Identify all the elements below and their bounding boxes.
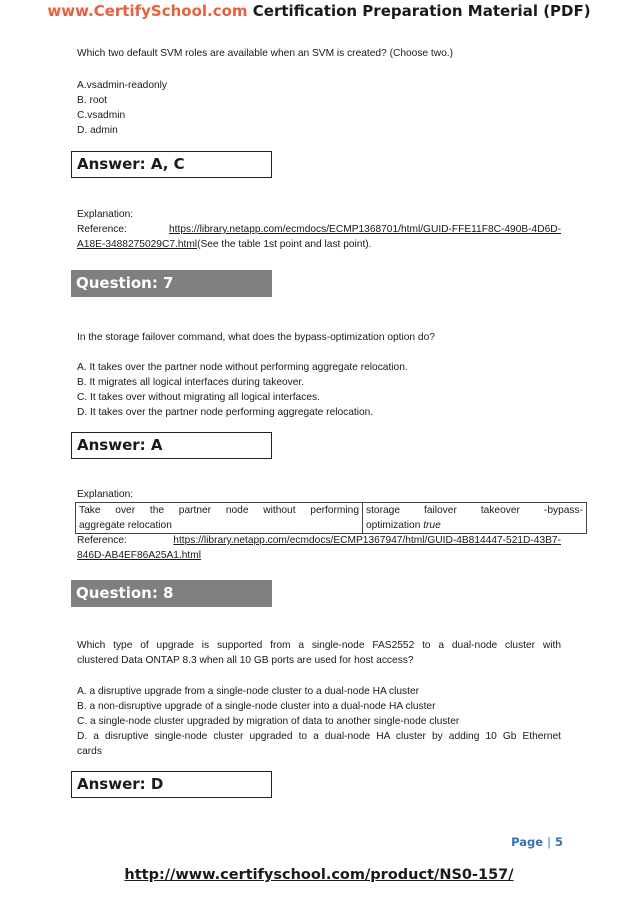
cell-line: Take over the partner node without performing xyxy=(79,505,359,516)
answer-box-8: Answer: D xyxy=(71,771,272,798)
option-item: C.vsadmin xyxy=(77,110,126,121)
reference-link[interactable]: https://library.netapp.com/ecmdocs/ECMP1367947/html/GUID-4B814447-521D-43B7- xyxy=(173,535,561,546)
document-header xyxy=(0,2,638,20)
reference-link[interactable]: https://library.netapp.com/ecmdocs/ECMP1368701/html/GUID-FFE11F8C-490B-4D6D- xyxy=(169,224,561,235)
footer-link[interactable] xyxy=(0,867,638,883)
question-8-options xyxy=(77,684,561,759)
command-value: true xyxy=(423,520,441,531)
table-cell-command xyxy=(363,503,587,534)
option-item: A.vsadmin-readonly xyxy=(77,80,168,91)
option-item: C. It takes over without migrating all logical interfaces. xyxy=(77,392,320,403)
explanation-6 xyxy=(77,207,561,252)
reference-link-cont[interactable]: 846D-AB4EF86A25A1.html xyxy=(77,550,202,561)
header-title: Certification Preparation Material (PDF) xyxy=(247,2,591,20)
question-7-heading: Question: 7 xyxy=(71,270,272,297)
option-item: B. It migrates all logical interfaces during takeover. xyxy=(77,377,305,388)
question-8-heading: Question: 8 xyxy=(71,580,272,607)
page-value: 5 xyxy=(554,835,563,849)
option-item: B. a non-disruptive upgrade of a single-node cluster into a dual-node HA cluster xyxy=(77,701,436,712)
text-line: Which type of upgrade is supported from a single-node FAS2552 to a dual-node cluster with xyxy=(77,640,561,651)
question-6-options xyxy=(77,78,561,138)
command-option: optimization xyxy=(366,520,424,531)
reference-label: Reference: xyxy=(77,224,127,235)
reference-note: (See the table 1st point and last point). xyxy=(197,239,372,250)
explanation-label: Explanation: xyxy=(77,209,134,220)
answer-box-6: Answer: A, C xyxy=(71,151,272,178)
reference-row xyxy=(77,533,561,548)
reference-label: Reference: xyxy=(77,535,127,546)
cell-line: storage failover takeover -bypass- xyxy=(366,505,583,516)
option-item: D. It takes over the partner node performing aggregate relocation. xyxy=(77,407,374,418)
reference-7 xyxy=(77,533,561,563)
cell-line xyxy=(366,518,583,533)
explanation-label-7: Explanation: xyxy=(77,489,134,500)
reference-row-2 xyxy=(77,548,561,563)
option-item: D. a disruptive single-node cluster upgraded to a dual-node HA cluster by adding 10 Gb Ethernet xyxy=(77,731,561,742)
option-item: D. admin xyxy=(77,125,118,136)
text-line: clustered Data ONTAP 8.3 when all 10 GB ports are used for host access? xyxy=(77,655,414,666)
reference-link-cont[interactable]: A18E-3488275029C7.html xyxy=(77,239,198,250)
option-item-cont: cards xyxy=(77,746,102,757)
page-separator: | xyxy=(547,835,551,849)
option-item: C. a single-node cluster upgraded by migration of data to another single-node cluster xyxy=(77,716,460,727)
table-row xyxy=(76,503,587,534)
question-8-text xyxy=(77,638,561,668)
option-item: A. a disruptive upgrade from a single-node cluster to a dual-node HA cluster xyxy=(77,686,420,697)
page-label: Page xyxy=(511,835,544,849)
option-item: B. root xyxy=(77,95,108,106)
reference-row xyxy=(77,222,561,237)
explanation-table xyxy=(75,502,587,534)
answer-box-7: Answer: A xyxy=(71,432,272,459)
cell-line: aggregate relocation xyxy=(79,520,172,531)
reference-row-2 xyxy=(77,237,561,252)
question-6-text: Which two default SVM roles are available when an SVM is created? (Choose two.) xyxy=(77,48,453,59)
question-7-options xyxy=(77,360,561,420)
question-7-text: In the storage failover command, what does the bypass-optimization option do? xyxy=(77,332,435,343)
footer-url[interactable]: http://www.certifyschool.com/product/NS0-157/ xyxy=(124,867,514,883)
table-cell-description xyxy=(76,503,363,534)
option-item: A. It takes over the partner node without performing aggregate relocation. xyxy=(77,362,408,373)
page-number xyxy=(440,835,563,849)
header-site-link[interactable]: www.CertifySchool.com xyxy=(47,2,248,20)
